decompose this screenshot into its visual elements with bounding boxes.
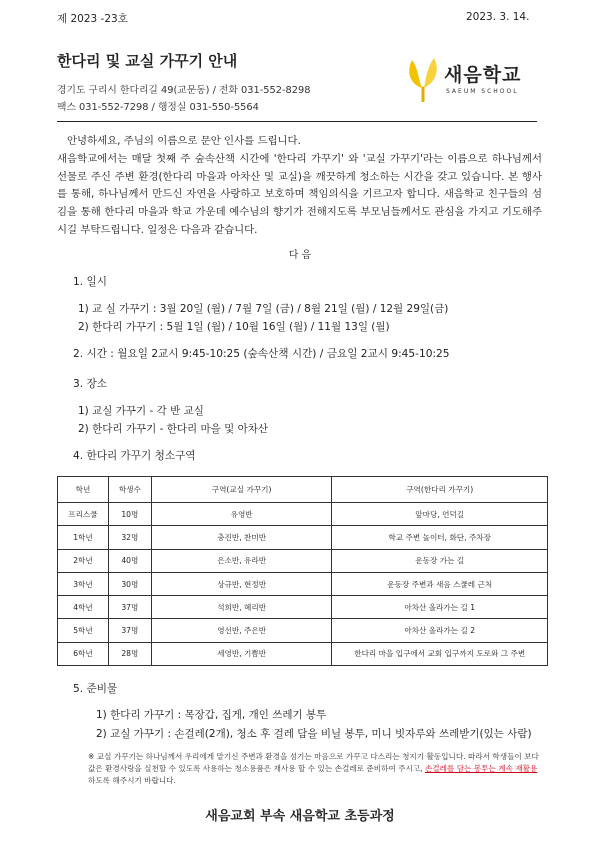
footnote [88, 751, 543, 787]
cell-count: 10명 [108, 503, 151, 526]
cell-handari-area: 아차산 올라가는 길 2 [332, 619, 548, 642]
cell-classroom-area: 석희반, 혜리반 [151, 596, 332, 619]
intro-greeting: 안녕하세요, 주님의 이름으로 문안 인사를 드립니다. [67, 135, 301, 147]
cell-count: 30명 [108, 572, 151, 595]
place-item-classroom: 1) 교실 가꾸기 - 각 반 교실 [78, 405, 204, 417]
cell-grade: 3학년 [58, 572, 109, 595]
cell-classroom-area: 충진반, 찬미반 [151, 526, 332, 549]
cell-count: 40명 [108, 549, 151, 572]
schedule-item-handari: 2) 한다리 가꾸기 : 5월 1일 (월) / 10월 16일 (월) / 11월 13일 (월) [78, 321, 390, 333]
table-header-row [58, 477, 548, 503]
table-row [58, 619, 548, 642]
cell-grade: 2학년 [58, 549, 109, 572]
header-divider [57, 121, 537, 122]
intro-body: 새음학교에서는 매달 첫째 주 숲속산책 시간에 '한다리 가꾸기' 와 '교실 가꾸기'라는 이름으로 하나님께서 선물로 주신 주변 환경(한다리 마을과 아차산 및 교실)을 깨끗하게 청소하는 시간을 갖고 있습니다. 본 행사를 통해, 하나님께서 만드신 자연을 사랑하고 보호하며 책임의식을 기르고자 합니다. 새음학교 친구들의 섬김을 통해 한다리 마을과 학교 가운데 예수님의 향기가 전해지도록 부모님들께서도 관심을 가지고 기도해주시길 부탁드립니다. 일정은 다음과 같습니다. [57, 152, 542, 236]
footnote-highlight: 손걸레를 담는 봉투는 계속 재활용 [424, 764, 538, 773]
cell-handari-area: 아차산 올라가는 길 1 [332, 596, 548, 619]
intro-text [57, 133, 542, 240]
da-eum-heading: 다 음 [288, 250, 312, 261]
cell-handari-area: 운동장 주변과 새음 스쿨레 근처 [332, 572, 548, 595]
cell-count: 37명 [108, 596, 151, 619]
school-logo [404, 54, 544, 104]
header-count: 학생수 [108, 477, 151, 503]
cleaning-area-table [57, 476, 548, 666]
table-row [58, 596, 548, 619]
section-2-heading: 2. 시간 : 월요일 2교시 9:45-10:25 (숲속산책 시간) / 금요일 2교시 9:45-10:25 [73, 348, 450, 360]
section-4-heading: 4. 한다리 가꾸기 청소구역 [73, 450, 196, 462]
cell-count: 32명 [108, 526, 151, 549]
footnote-text-1: ※ 교실 가꾸기는 하나님께서 우리에게 맡기신 주변과 환경을 섬기는 마음으로 가꾸고 다스리는 청지기 활동입니다. 따라서 학생들이 보다 값은 환경사랑을 실천할 수 있도록 사용하는 청소용품은 재사용 할 수 있는 손걸레로 준비하여 주시고, [88, 752, 539, 773]
section-5-heading: 5. 준비물 [73, 683, 118, 695]
footer-signature: 새음교회 부속 새음학교 초등과정 [205, 809, 395, 824]
place-item-handari: 2) 한다리 가꾸기 - 한다리 마을 및 아차산 [78, 423, 269, 435]
section-1-heading: 1. 일시 [73, 276, 107, 288]
logo-subtitle: SAEUM SCHOOL [446, 88, 519, 95]
table-row [58, 549, 548, 572]
supply-item-handari: 1) 한다리 가꾸기 : 목장갑, 집게, 개인 쓰레기 봉투 [96, 709, 327, 721]
cell-classroom-area: 세영반, 기쁨반 [151, 642, 332, 665]
header-grade: 학년 [58, 477, 109, 503]
cell-handari-area: 한다리 마을 입구에서 교회 입구까지 도로와 그 주변 [332, 642, 548, 665]
header-classroom-area: 구역(교실 가꾸기) [151, 477, 332, 503]
table-row [58, 642, 548, 665]
cell-handari-area: 앞마당, 언덕길 [332, 503, 548, 526]
cell-count: 37명 [108, 619, 151, 642]
page-title: 한다리 및 교실 가꾸기 안내 [57, 52, 238, 70]
cell-grade: 6학년 [58, 642, 109, 665]
schedule-item-classroom: 1) 교 실 가꾸기 : 3월 20일 (월) / 7월 7일 (금) / 8월 21일 (월) / 12월 29일(금) [78, 303, 449, 315]
address-line-2: 팩스 031-552-7298 / 행정실 031-550-5564 [57, 102, 259, 113]
table-row [58, 503, 548, 526]
table-row [58, 572, 548, 595]
address-line-1: 경기도 구리시 한다리길 49(교문동) / 전화 031-552-8298 [57, 85, 311, 96]
table-row [58, 526, 548, 549]
leaf-icon [404, 54, 444, 102]
header-handari-area: 구역(한다리 가꾸기) [332, 477, 548, 503]
cell-classroom-area: 은소반, 유라반 [151, 549, 332, 572]
footnote-text-2: 하도록 해주시기 바랍니다. [88, 776, 176, 785]
cell-grade: 5학년 [58, 619, 109, 642]
cell-classroom-area: 유영반 [151, 503, 332, 526]
logo-name: 새음학교 [444, 64, 522, 86]
supply-item-classroom: 2) 교실 가꾸기 : 손걸레(2개), 청소 후 걸레 담을 비닐 봉투, 미니 빗자루와 쓰레받기(있는 사람) [96, 728, 532, 740]
cell-handari-area: 학교 주변 놀이터, 화단, 주차장 [332, 526, 548, 549]
cell-grade: 1학년 [58, 526, 109, 549]
cell-handari-area: 운동장 가는 길 [332, 549, 548, 572]
section-3-heading: 3. 장소 [73, 378, 107, 390]
cell-classroom-area: 상규반, 현정반 [151, 572, 332, 595]
document-number: 제 2023 -23호 [57, 13, 128, 25]
cell-grade: 프리스쿨 [58, 503, 109, 526]
cell-classroom-area: 영선반, 주은반 [151, 619, 332, 642]
cell-grade: 4학년 [58, 596, 109, 619]
cell-count: 28명 [108, 642, 151, 665]
document-date: 2023. 3. 14. [466, 11, 530, 23]
